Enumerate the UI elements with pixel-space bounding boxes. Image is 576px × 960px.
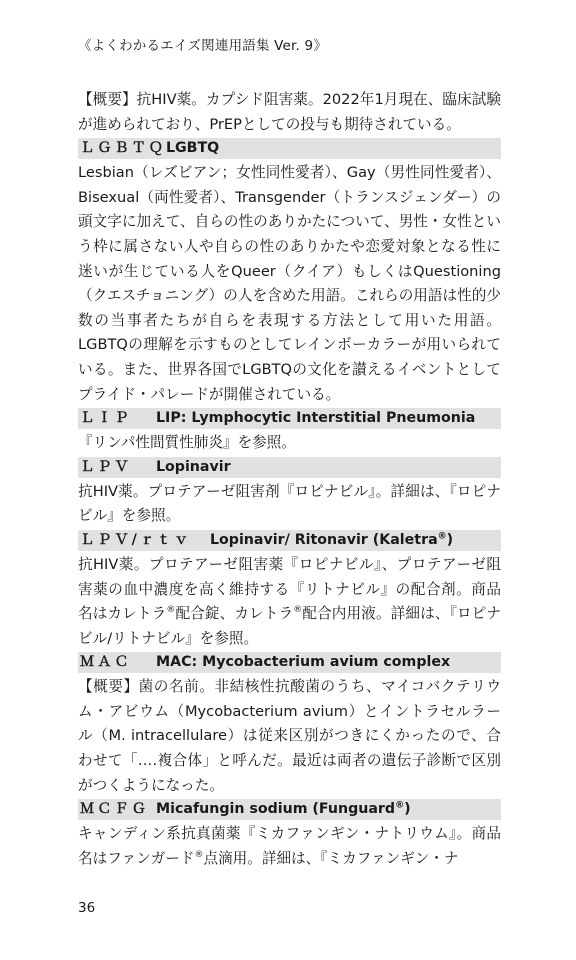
term-full-text: Lopinavir/ Ritonavir (Kaletra xyxy=(210,531,438,548)
description-text: 配合錠、カレトラ xyxy=(175,605,294,623)
registered-mark: ® xyxy=(293,605,303,616)
term-heading-mac xyxy=(78,652,501,673)
term-full-name: Lopinavir xyxy=(156,458,231,475)
term-full-tail: ) xyxy=(404,801,411,818)
term-description-lpv: 抗HIV薬。プロテアーゼ阻害剤『ロピナビル』。詳細は、『ロピナビル』を参照。 xyxy=(78,482,501,525)
term-abbreviation: ＭＣＦＧ xyxy=(80,801,149,818)
term-heading-lpv xyxy=(78,457,501,478)
page-number: 36 xyxy=(78,900,96,916)
term-full-name: LIP: Lymphocytic Interstitial Pneumonia xyxy=(156,410,476,427)
term-heading-mcfg xyxy=(78,799,501,820)
term-full-name xyxy=(156,799,411,820)
description-text: 配合内用液。詳細は、『ロピナビル/リトナビル』を参照。 xyxy=(78,605,501,647)
term-abbreviation: ＬＰＶ xyxy=(80,458,132,475)
registered-mark: ® xyxy=(166,605,176,616)
term-heading-lpv-rtv xyxy=(78,530,501,551)
description-text: 点滴用。詳細は、『ミカファンギン・ナ xyxy=(203,849,459,867)
description-text: 抗HIV薬。プロテアーゼ阻害薬『ロピナビル』、プロテアーゼ阻害薬の血中濃度を高く維持する『リトナビル』の配合剤。商品名はカレトラ xyxy=(78,555,501,623)
registered-mark: ® xyxy=(194,849,204,860)
term-abbreviation: ＬＧＢＴＱ xyxy=(80,140,166,157)
term-description-lpv-rtv xyxy=(78,553,501,651)
term-full-text: Micafungin sodium (Funguard xyxy=(156,801,396,818)
term-heading-lip xyxy=(78,408,501,429)
term-description-lip: 『リンパ性間質性肺炎』を参照。 xyxy=(78,434,296,452)
running-header: 《よくわかるエイズ関連用語集 Ver. 9》 xyxy=(78,38,328,54)
term-abbreviation: ＭＡＣ xyxy=(80,654,132,671)
term-description-mac: 【概要】菌の名前。非結核性抗酸菌のうち、マイコバクテリウム・アビウム（Mycobacterium avium）とイントラセルラール（M. intracellulare）は従来区別がつきにくかったので、合わせて「‥‥複合体」と呼んだ。最近は両者の遺伝子診断で区別がつくようになった。 xyxy=(78,678,501,794)
description-text: キャンディン系抗真菌薬『ミカファンギン・ナトリウム』。商品名はファンガード xyxy=(78,825,501,867)
term-full-tail: ) xyxy=(446,531,454,548)
intro-paragraph: 【概要】抗HIV薬。カプシド阻害薬。2022年1月現在、臨床試験が進められており、PrEPとしての投与も期待されている。 xyxy=(78,91,501,133)
registered-mark: ® xyxy=(437,531,447,542)
term-description-lgbtq: Lesbian（レズビアン；女性同性愛者）、Gay（男性同性愛者）、Bisexual（両性愛者）、Transgender（トランスジェンダー）の頭文字に加えて、自らの性のありかたについて、男性・女性という枠に属さない人や自らの性のありかたや恋愛対象となる性に迷いが生じている人をQueer（クイア）もしくはQuestioning（クエスチョニング）の人を含めた用語。これらの用語は性的少数の当事者たちが自らを表現する方法として用いた用語。LGBTQの理解を示すものとしてレインボーカラーが用いられている。また、世界各国でLGBTQの文化を讃えるイベントとしてプライド・パレードが開催されている。 xyxy=(78,164,501,403)
term-description-mcfg xyxy=(78,822,501,871)
glossary-content xyxy=(78,88,501,871)
term-abbreviation: ＬＰＶ/ｒｔｖ xyxy=(80,531,192,548)
term-full-name xyxy=(210,530,453,551)
term-full-name: MAC: Mycobacterium avium complex xyxy=(156,654,451,671)
term-heading-lgbtq xyxy=(78,138,501,159)
term-full-name: LGBTQ xyxy=(165,140,220,157)
term-abbreviation: ＬＩＰ xyxy=(80,410,132,427)
registered-mark: ® xyxy=(395,800,405,811)
